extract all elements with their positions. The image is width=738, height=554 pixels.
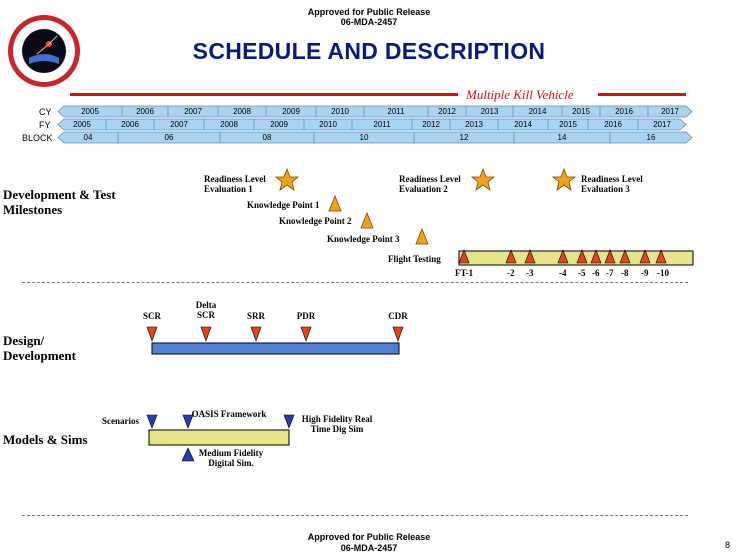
design-review-label: SCR <box>142 311 161 321</box>
flight-label: FT-1 <box>455 268 474 278</box>
kp3-label: Knowledge Point 3 <box>327 234 400 244</box>
program-name: Multiple Kill Vehicle <box>466 87 574 102</box>
design-review-triangle-icon <box>201 327 211 341</box>
flight-label: -10 <box>657 268 669 278</box>
flight-label: -6 <box>592 268 600 278</box>
rle3-label: Readiness Level Evaluation 3 <box>581 174 643 194</box>
cy-year-label: 2010 <box>331 107 349 116</box>
block-label: 08 <box>262 133 272 142</box>
fy-year-label: 2012 <box>422 120 440 129</box>
footer-release-line-2: 06-MDA-2457 <box>340 543 398 553</box>
block-label: 06 <box>164 133 174 142</box>
kp2-label: Knowledge Point 2 <box>279 216 352 226</box>
rle1-label: Readiness Level Evaluation 1 <box>204 174 266 194</box>
fy-year-label: 2005 <box>73 120 91 129</box>
fy-year-label: 2015 <box>559 120 577 129</box>
oasis-label: OASIS Framework <box>191 409 267 419</box>
models-sims-bar <box>149 430 289 445</box>
section-models: Models & Sims <box>3 432 88 447</box>
kp1-label: Knowledge Point 1 <box>247 200 320 210</box>
rle3-star-icon <box>553 169 575 190</box>
design-review-triangle-icon <box>393 327 403 341</box>
fy-year-label: 2010 <box>319 120 337 129</box>
cy-year-label: 2007 <box>184 107 202 116</box>
cy-year-label: 2006 <box>136 107 154 116</box>
cy-year-label: 2011 <box>387 107 405 116</box>
cy-year-label: 2015 <box>572 107 590 116</box>
flight-testing-label: Flight Testing <box>388 254 441 264</box>
divider-2 <box>22 515 688 516</box>
design-review-label: SRR <box>246 311 265 321</box>
block-label: 16 <box>646 133 656 142</box>
high-fidelity-triangle-icon <box>284 415 294 428</box>
scenarios-triangle-icon <box>147 415 157 428</box>
footer-release-line-1: Approved for Public Release <box>307 532 431 542</box>
design-review-triangle-icon <box>147 327 157 341</box>
cy-year-label: 2008 <box>233 107 251 116</box>
medium-fidelity-label: Medium Fidelity Digital Sim. <box>198 448 264 468</box>
cy-year-label: 2009 <box>282 107 300 116</box>
cy-year-label: 2012 <box>438 107 456 116</box>
fy-year-label: 2014 <box>514 120 532 129</box>
design-triangles <box>147 327 403 341</box>
cy-year-label: 2014 <box>528 107 547 116</box>
design-review-triangle-icon <box>301 327 311 341</box>
fy-year-label: 2006 <box>121 120 139 129</box>
block-row-label: BLOCK <box>22 133 53 143</box>
flight-label: -2 <box>507 268 515 278</box>
divider-1 <box>22 282 688 283</box>
scenarios-label: Scenarios <box>102 416 139 426</box>
design-review-label: Delta SCR <box>195 300 217 320</box>
medium-fidelity-triangle-icon <box>182 448 194 461</box>
cy-row-label: CY <box>39 107 52 117</box>
block-label: 04 <box>83 133 93 142</box>
flight-label: -7 <box>606 268 614 278</box>
page-title: SCHEDULE AND DESCRIPTION <box>192 38 546 64</box>
section-milestones: Development & Test Milestones <box>3 187 116 217</box>
fy-year-label: 2016 <box>604 120 622 129</box>
block-label: 14 <box>557 133 567 142</box>
cy-year-label: 2005 <box>81 107 99 116</box>
kp3-triangle-icon <box>416 229 428 244</box>
cy-year-label: 2016 <box>615 107 633 116</box>
flight-label: -8 <box>621 268 629 278</box>
section-design: Design/ Development <box>3 333 76 363</box>
block-label: 12 <box>459 133 469 142</box>
design-review-label: PDR <box>296 311 316 321</box>
fy-year-label: 2008 <box>220 120 238 129</box>
design-review-triangle-icon <box>251 327 261 341</box>
design-review-label: CDR <box>388 311 408 321</box>
fy-year-label: 2009 <box>270 120 288 129</box>
fy-year-label: 2013 <box>465 120 483 129</box>
kp1-triangle-icon <box>329 196 341 211</box>
cy-year-label: 2013 <box>480 107 499 116</box>
release-line-2: 06-MDA-2457 <box>340 17 398 27</box>
flight-label: -9 <box>641 268 649 278</box>
flight-label: -4 <box>559 268 567 278</box>
release-line-1: Approved for Public Release <box>307 7 431 17</box>
design-development-bar <box>152 343 399 354</box>
cy-year-label: 2017 <box>661 107 679 116</box>
page-number: 8 <box>724 540 730 550</box>
rle2-label: Readiness Level Evaluation 2 <box>399 174 461 194</box>
fy-year-label: 2011 <box>373 120 391 129</box>
kp2-triangle-icon <box>361 213 373 228</box>
flight-label: -3 <box>526 268 534 278</box>
block-label: 10 <box>359 133 369 142</box>
flight-label: -5 <box>578 268 586 278</box>
fy-row-label: FY <box>39 120 51 130</box>
fy-year-label: 2017 <box>653 120 671 129</box>
fy-year-label: 2007 <box>170 120 188 129</box>
high-fidelity-label: High Fidelity Real Time Dig Sim <box>301 414 373 434</box>
